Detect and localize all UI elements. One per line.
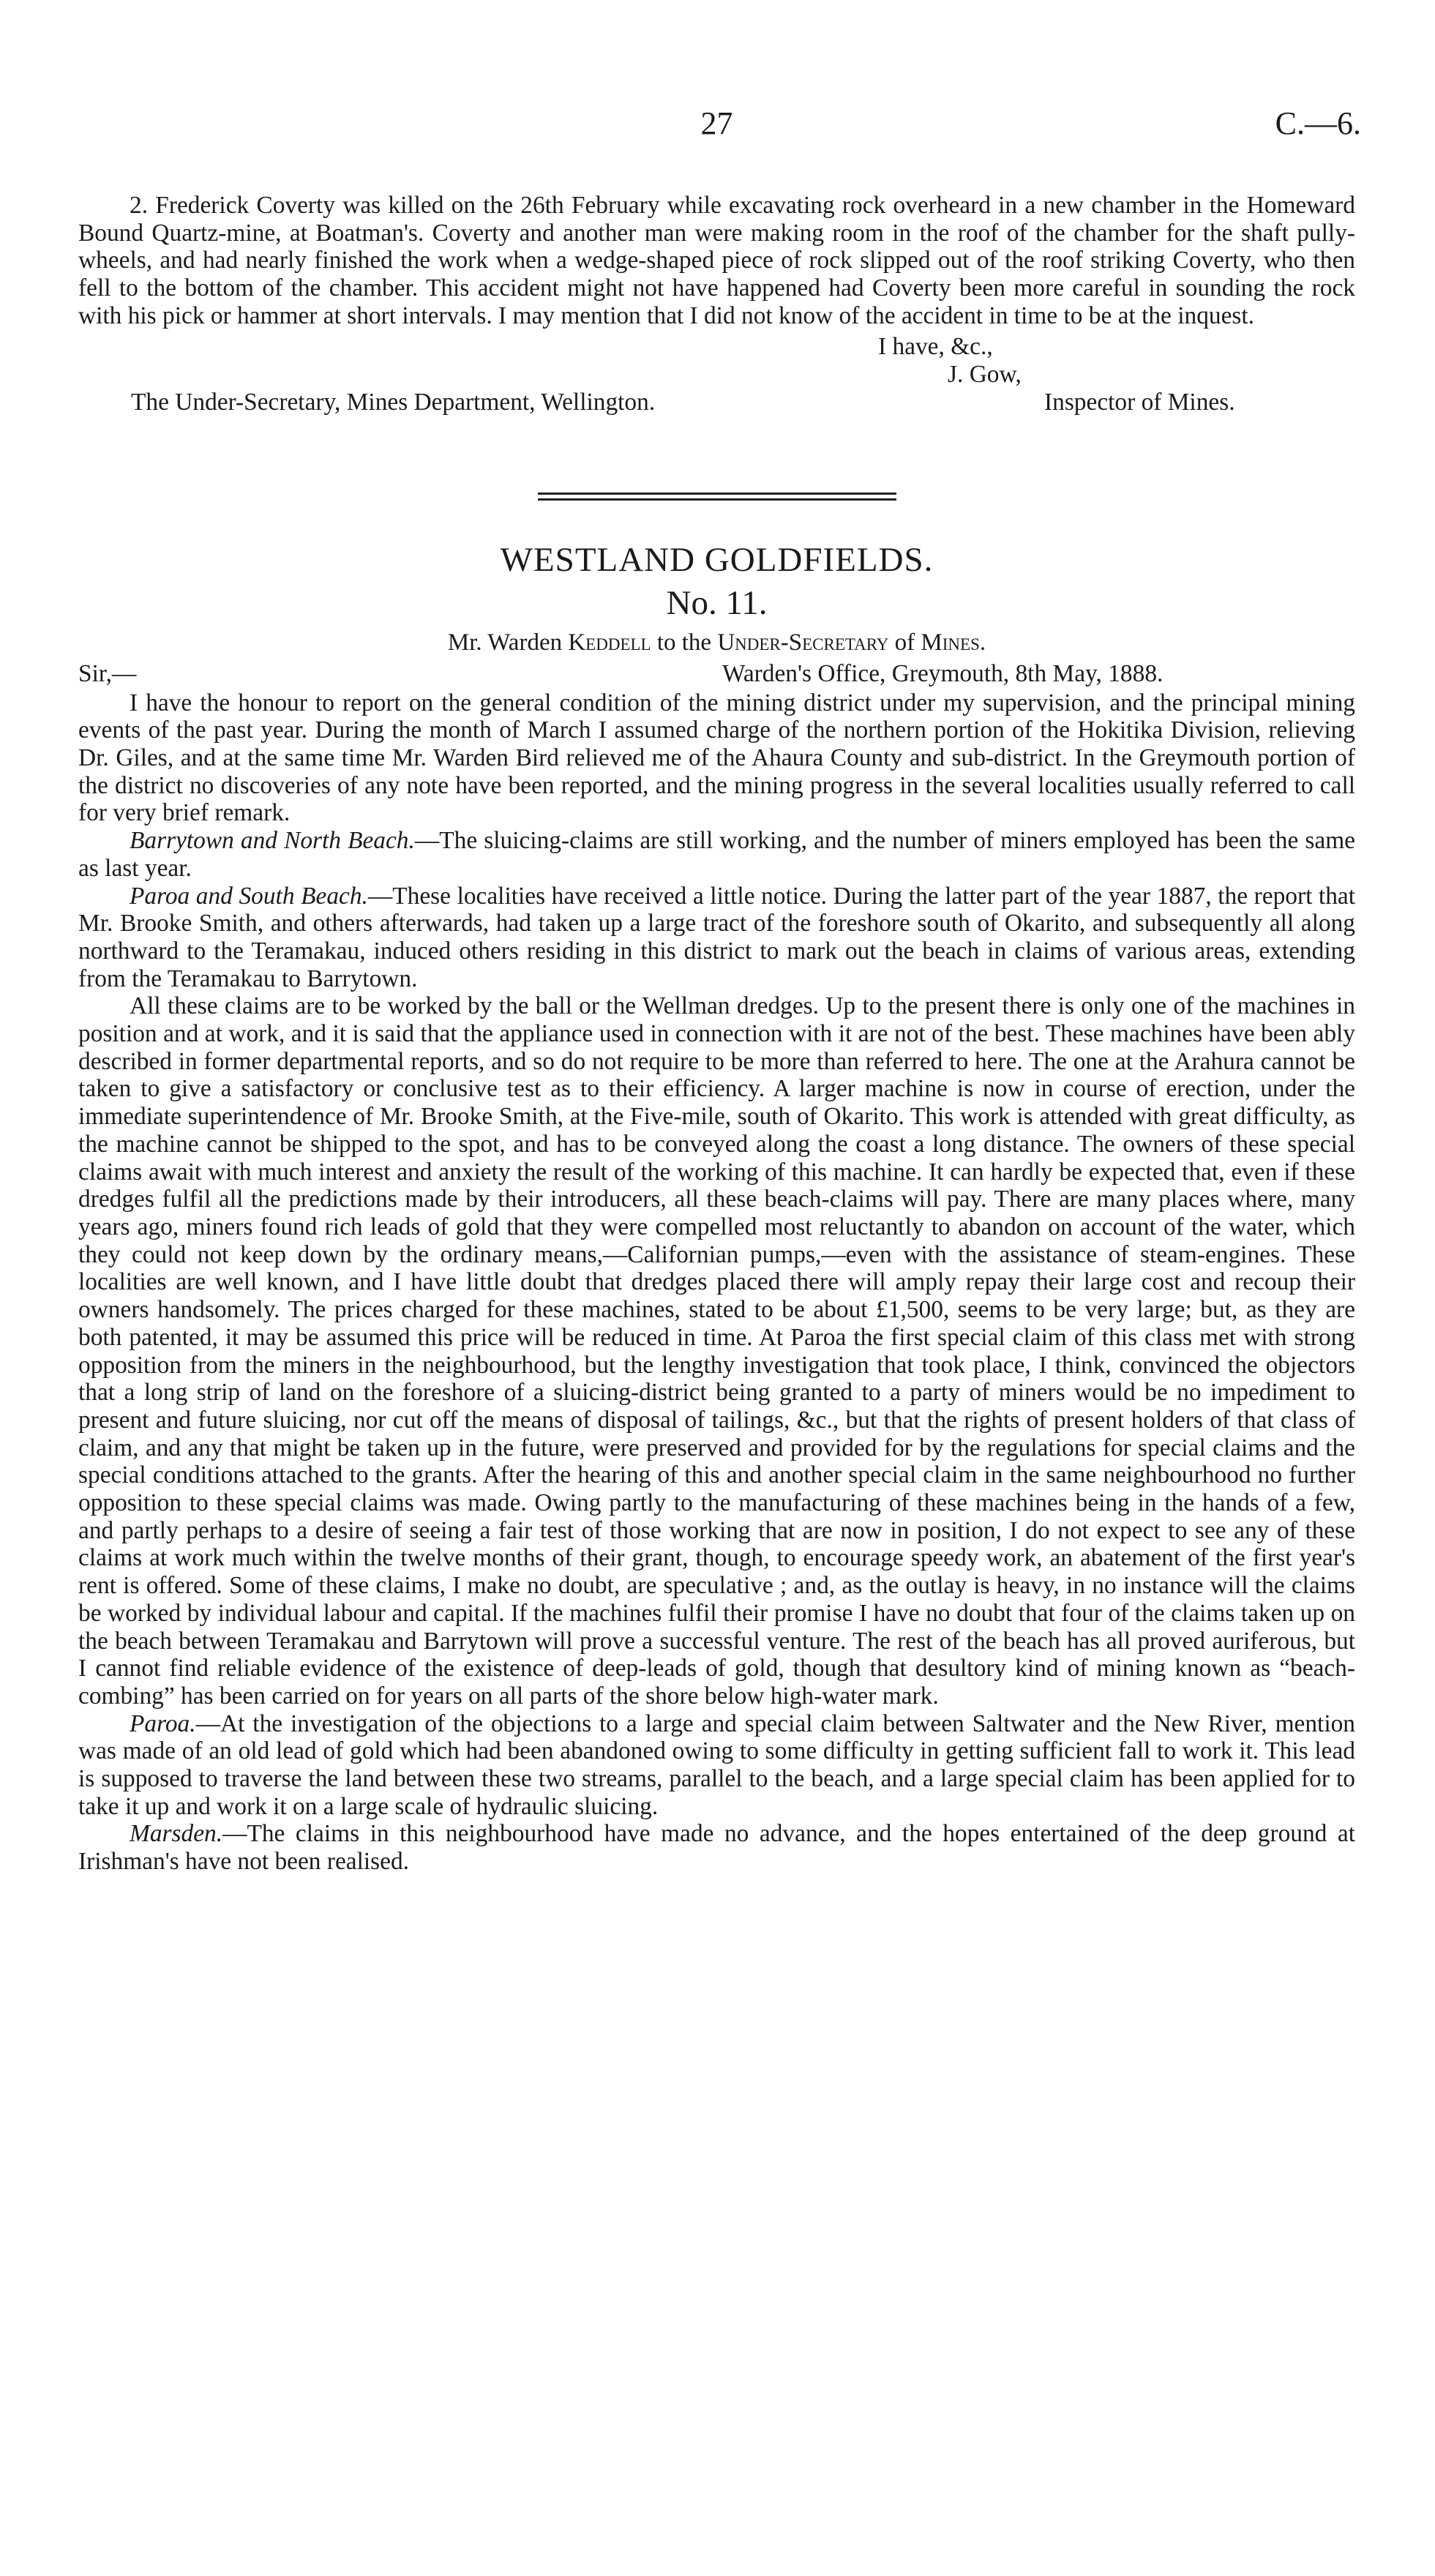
signoff-title: Inspector of Mines. bbox=[1044, 388, 1235, 416]
section-subtitle bbox=[78, 629, 1355, 657]
subtitle-mid: to the bbox=[651, 629, 718, 656]
heading-paroa-south-beach: Paroa and South Beach. bbox=[130, 882, 368, 910]
heading-paroa: Paroa. bbox=[130, 1710, 196, 1737]
page-header bbox=[78, 105, 1361, 161]
paragraph-coverty-accident: 2. Frederick Coverty was killed on the 26th February while excavating rock overheard in a new chamber in the Homeward Bound Quartz-mine, at Boatman's. Coverty and another man were making room in the roof of the chamber for the shaft pully-wheels, and had nearly finished the work when a wedge-shaped piece of rock slipped out of the roof striking Coverty, who then fell to the bottom of the chamber. This accident might not have happened had Coverty been more careful in sounding the rock with his pick or hammer at short intervals. I may mention that I did not know of the accident in time to be at the inquest. bbox=[78, 192, 1355, 329]
paragraph-barrytown bbox=[78, 827, 1355, 882]
paragraph-paroa-south-beach bbox=[78, 883, 1355, 993]
signoff-addressee: The Under-Secretary, Mines Department, Wellington. bbox=[131, 388, 656, 416]
text-barrytown: —The sluicing-claims are still working, and the number of miners employed has been the same as last year. bbox=[78, 827, 1355, 882]
section-title: WESTLAND GOLDFIELDS. bbox=[500, 540, 934, 579]
dateline: Warden's Office, Greymouth, 8th May, 1888. bbox=[722, 659, 1164, 687]
heading-marsden: Marsden. bbox=[130, 1820, 223, 1848]
section-divider bbox=[538, 493, 896, 504]
document-reference: C.—6. bbox=[1275, 105, 1361, 141]
signoff-block bbox=[78, 330, 1355, 440]
subtitle-department: Mines bbox=[921, 629, 980, 656]
signoff-closing: I have, &c., bbox=[878, 332, 993, 360]
text-marsden: —The claims in this neighbourhood have made no advance, and the hopes entertained of the deep ground at Irishman's have not been realised. bbox=[78, 1820, 1355, 1876]
heading-barrytown: Barrytown and North Beach. bbox=[130, 827, 415, 855]
paragraph-dredges: All these claims are to be worked by the ball or the Wellman dredges. Up to the present there is only one of the machines in position and at work, and it is said that the appliance used in connection with it are not of the best. These machines have been ably described in former departmental reports, and so do not require to be more than referred to here. The one at the Arahura cannot be taken to give a satisfactory or conclusive test as to their efficiency. A larger machine is now in course of erection, under the immediate superintendence of Mr. Brooke Smith, at the Five-mile, south of Okarito. This work is attended with great difficulty, as the machine cannot be shipped to the spot, and has to be conveyed along the coast a long distance. The owners of these special claims await with much interest and anxiety the result of the working of this machine. It can hardly be expected that, even if these dredges fulfil all the predictions made by their introducers, all these beach-claims will pay. There are many places where, many years ago, miners found rich leads of gold that they were compelled most reluctantly to abandon on account of the water, which they could not keep down by the ordinary means,—Californian pumps,—even with the assistance of steam-engines. These localities are well known, and I have little doubt that dredges placed there will amply repay their large cost and recoup their owners handsomely. The prices charged for these machines, stated to be about £1,500, seems to be very large; but, as they are both patented, it may be assumed this price will be reduced in time. At Paroa the first special claim of this class met with strong opposition from the miners in the neighbourhood, but the lengthy investigation that took place, I think, convinced the objectors that a long strip of land on the foreshore of a sluicing-district being granted to a party of miners would be no impediment to present and future sluicing, nor cut off the means of disposal of tailings, &c., but that the rights of present holders of that class of claim, and any that might be taken up in the future, were preserved and provided for by the regulations for special claims and the special conditions attached to the grants. After the hearing of this and another special claim in the same neighbourhood no further opposition to these special claims was made. Owing partly to the manufacturing of these machines being in the hands of a few, and partly perhaps to a desire of seeing a fair test of those working that are now in position, I do not expect to see any of these claims at work much within the twelve months of their grant, though, to encourage speedy work, an abatement of the first year's rent is offered. Some of these claims, I make no doubt, are speculative ; and, as the outlay is heavy, in no instance will the claims be worked by individual labour and capital. If the machines fulfil their promise I have no doubt that four of the claims taken up on the beach between Teramakau and Barrytown will prove a successful venture. The rest of the beach has all proved auriferous, but I cannot find reliable evidence of the existence of deep-leads of gold, though that desultory kind of mining known as “beach-combing” has been carried on for years on all parts of the shore below high-water mark. bbox=[78, 992, 1355, 1710]
paragraph-marsden bbox=[78, 1820, 1355, 1875]
text-paroa-south-beach: —These localities have received a little notice. During the latter part of the year 1887, the report that Mr. Brooke Smith, and others afterwards, had taken up a large tract of the foreshore south of Okarito, and subsequently all along northward to the Teramakau, induced others residing in this district to mark out the beach in claims of various areas, extending from the Teramakau to Barrytown. bbox=[78, 882, 1355, 992]
page-number: 27 bbox=[700, 105, 733, 141]
section-number: No. 11. bbox=[666, 584, 768, 623]
salutation: Sir,— bbox=[78, 659, 137, 687]
document-page bbox=[78, 105, 1361, 1876]
paragraph-intro: I have the honour to report on the general condition of the mining district under my supervision, and the principal mining events of the past year. During the month of March I assumed charge of the northern portion of the Hokitika Division, relieving Dr. Giles, and at the same time Mr. Warden Bird relieved me of the Ahaura County and sub-district. In the Greymouth portion of the district no discoveries of any note have been reported, and the mining progress in the several localities usually referred to call for very brief remark. bbox=[78, 689, 1355, 827]
text-paroa: —At the investigation of the objections to a large and special claim between Saltwater and the New River, mention was made of an old lead of gold which had been abandoned owing to some difficulty in getting sufficient fall to work it. This lead is supposed to traverse the land between these two streams, parallel to the beach, and a large special claim has been applied for to take it up and work it on a large scale of hydraulic sluicing. bbox=[78, 1710, 1355, 1820]
subtitle-recipient: Under-Secretary bbox=[717, 629, 889, 656]
signoff-signer: J. Gow, bbox=[948, 360, 1022, 388]
paragraph-paroa bbox=[78, 1710, 1355, 1821]
subtitle-warden-name: Keddell bbox=[568, 629, 651, 656]
subtitle-pre: Mr. Warden bbox=[447, 629, 569, 656]
salutation-dateline-row bbox=[78, 660, 1355, 689]
subtitle-of: of bbox=[888, 629, 921, 656]
subtitle-end: . bbox=[979, 629, 986, 656]
